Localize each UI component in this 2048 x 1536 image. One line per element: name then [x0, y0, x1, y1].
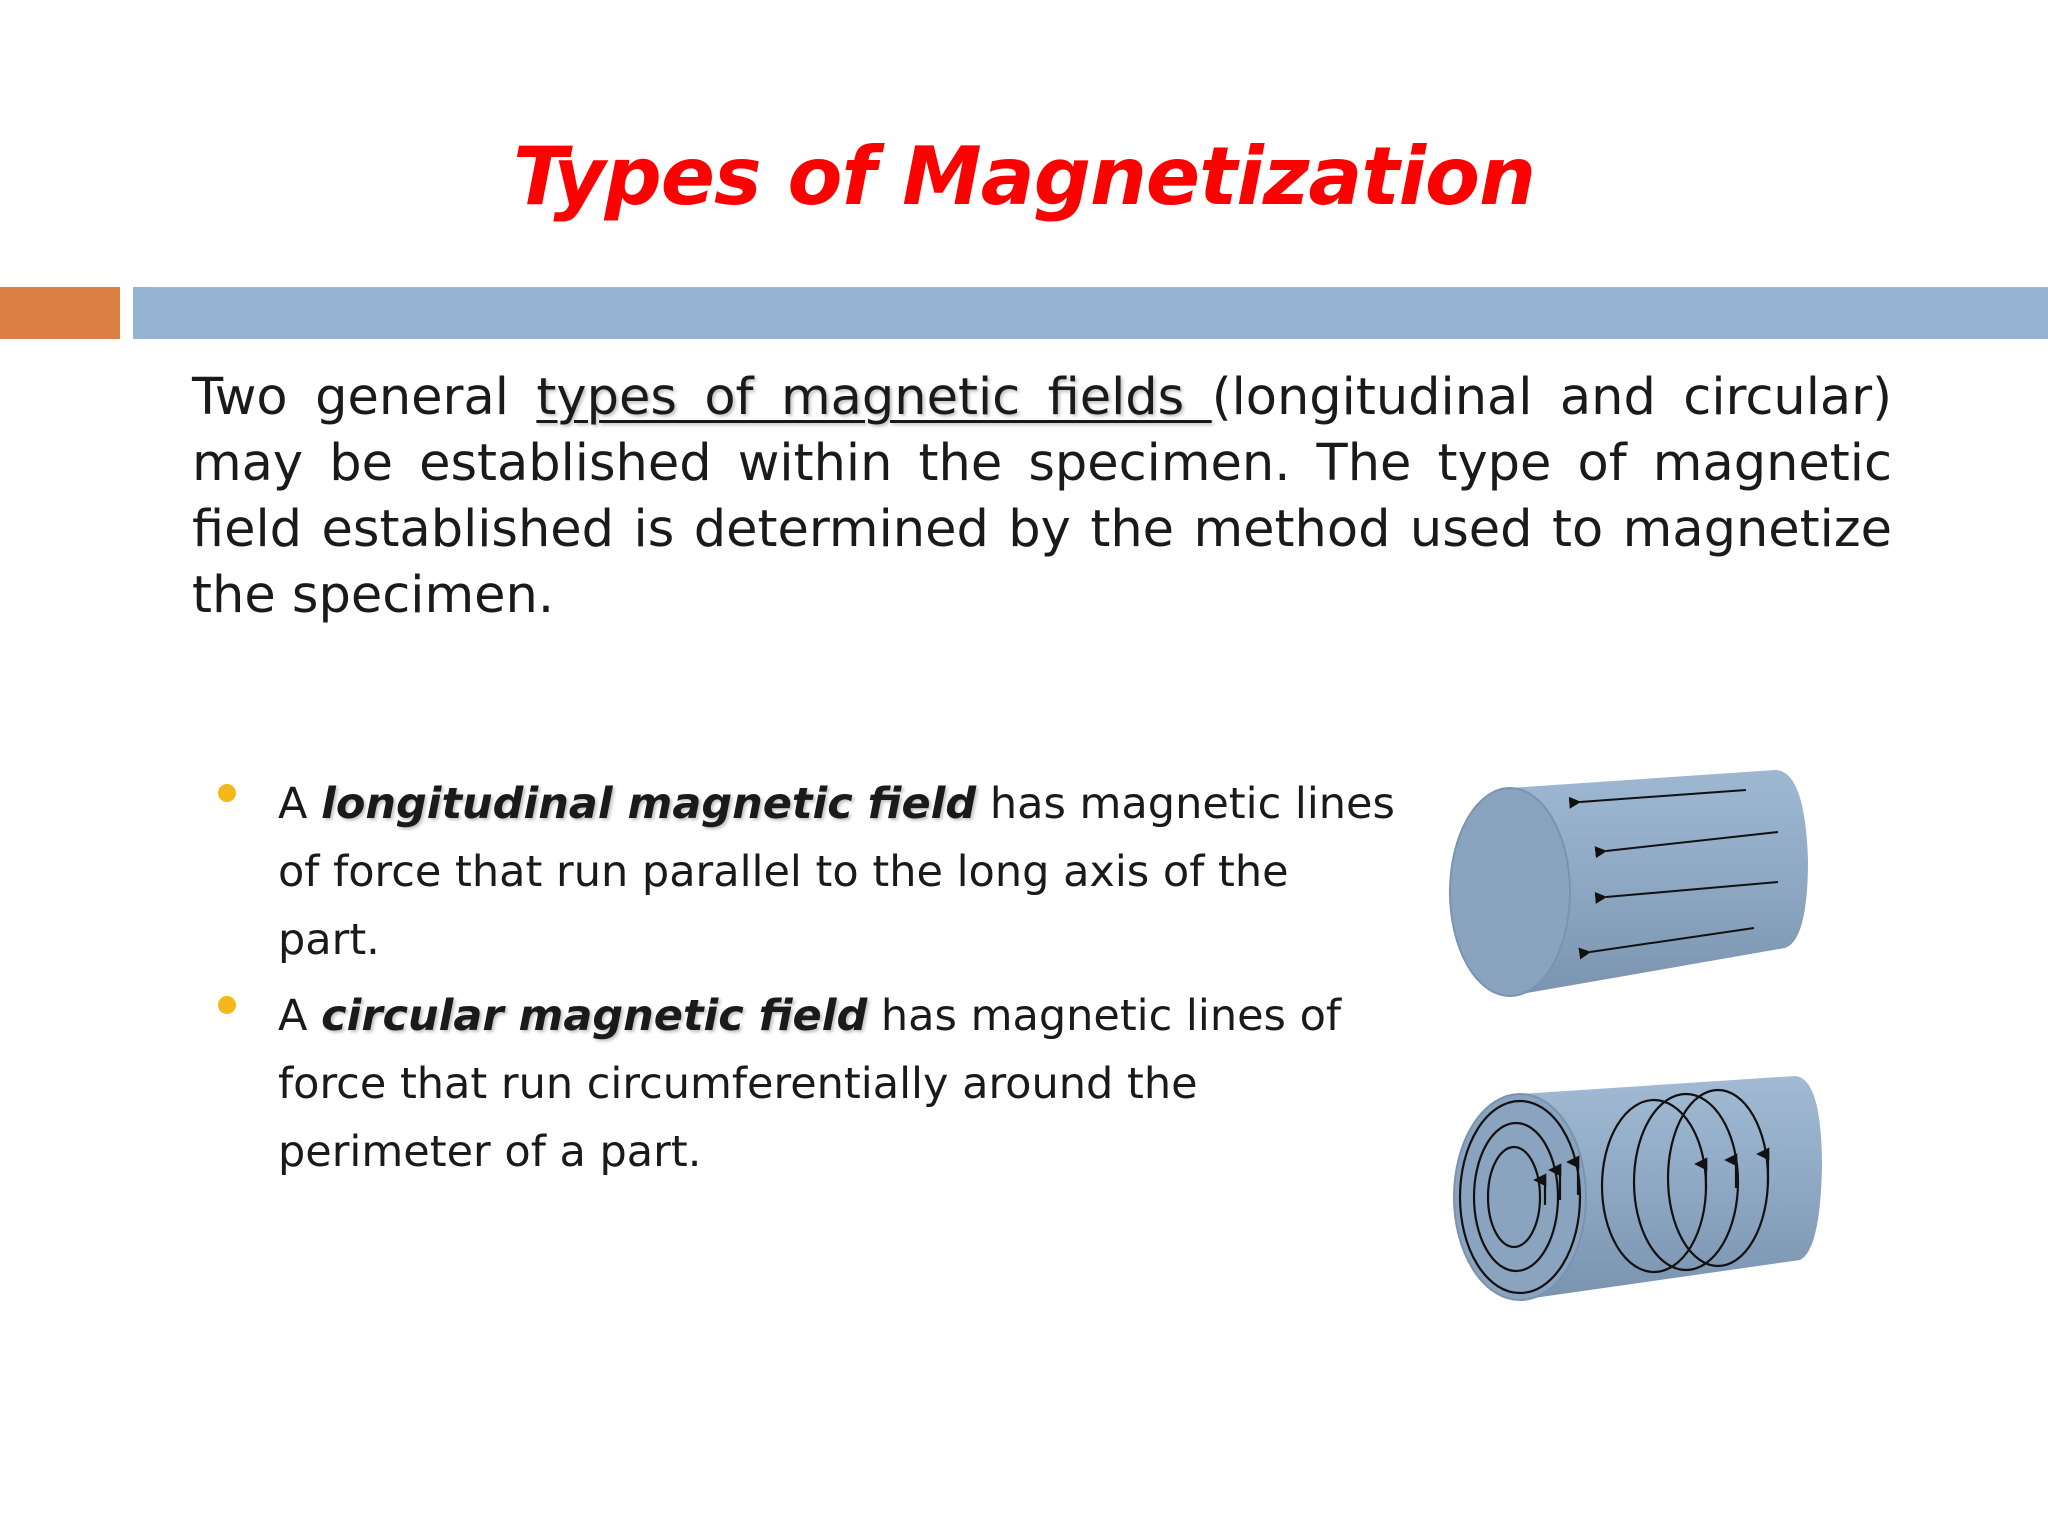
bullet-prefix: A: [278, 991, 322, 1041]
bullet-circular: [210, 982, 1400, 1186]
bullet-emphasis: longitudinal magnetic field: [321, 779, 977, 829]
intro-emphasis: types of magnetic fields: [536, 368, 1212, 427]
slide-title: Types of Magnetization: [513, 130, 1535, 223]
accent-bar-blue: [133, 287, 2048, 339]
bullet-dot-icon: [218, 996, 236, 1014]
intro-lead: Two general: [192, 368, 537, 427]
bullet-prefix: A: [278, 779, 322, 829]
longitudinal-field-figure: [1430, 760, 1820, 1010]
bullet-list: [210, 770, 1400, 1194]
accent-bar-orange: [0, 287, 120, 339]
intro-rest: (longitudinal and circular) may be established within the specimen. The type of magnetic field established is determined by the method used to magnetize the specimen.: [192, 368, 1893, 625]
intro-paragraph: [192, 365, 1892, 629]
circular-field-figure: [1440, 1070, 1830, 1320]
bullet-longitudinal: [210, 770, 1400, 974]
cylinder-end-face: [1450, 788, 1570, 996]
bullet-text: has magnetic lines of force that run parallel to the long axis of the part.: [278, 779, 1395, 965]
bullet-text: has magnetic lines of force that run circumferentially around the perimeter of a part.: [278, 991, 1342, 1177]
bullet-dot-icon: [218, 784, 236, 802]
bullet-emphasis: circular magnetic field: [321, 991, 868, 1041]
